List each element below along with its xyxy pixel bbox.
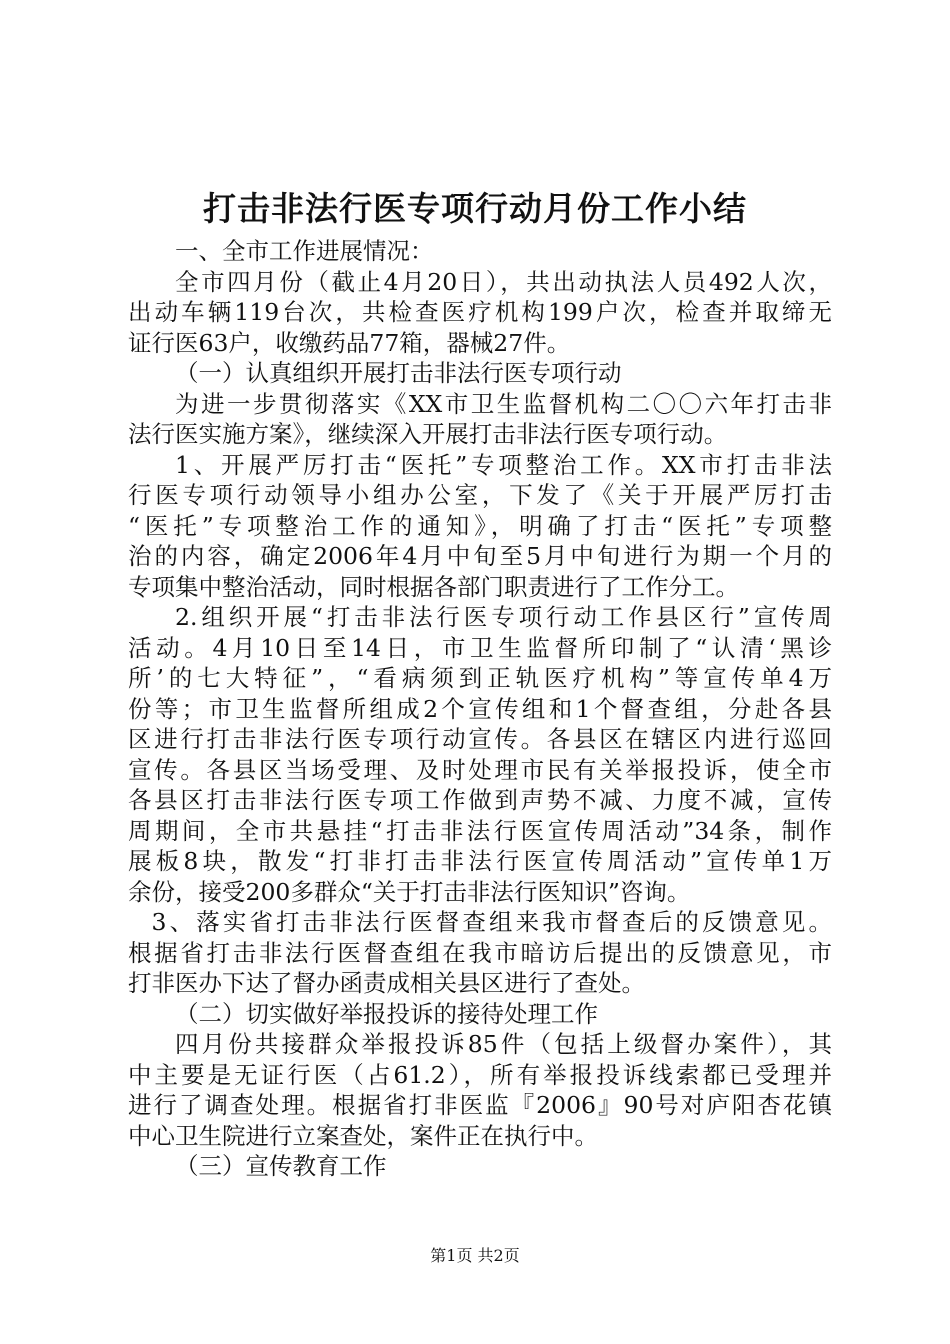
text-line: 2.组织开展“打击非法行医专项行动工作县区行”宣传周: [175, 603, 832, 631]
text-line: 治的内容，确定2006年4月中旬至5月中旬进行为期一个月的: [128, 542, 832, 570]
text-line: 所’的七大特征”，“看病须到正轨医疗机构”等宣传单4万: [128, 664, 832, 692]
text-line: 根据省打击非法行医督查组在我市暗访后提出的反馈意见，市: [128, 938, 832, 967]
text-line: 展板8块，散发“打非打击非法行医宣传周活动”宣传单1万: [128, 847, 832, 875]
text-line: 进行了调查处理。根据省打非医监『2006』90号对庐阳杏花镇: [128, 1091, 832, 1119]
text-line: 打非医办下达了督办函责成相关县区进行了查处。: [128, 969, 645, 997]
text-line: 行医专项行动领导小组办公室，下发了《关于开展严厉打击: [128, 481, 832, 509]
text-line: 法行医实施方案》，继续深入开展打击非法行医专项行动。: [128, 420, 728, 448]
text-line: 出动车辆119台次，共检查医疗机构199户次，检查并取缔无: [128, 298, 832, 326]
text-line: 证行医63户，收缴药品77箱，器械27件。: [128, 328, 571, 357]
document-title: 打击非法行医专项行动月份工作小结: [203, 189, 747, 228]
text-line: 各县区打击非法行医专项工作做到声势不减、力度不减，宣传: [128, 786, 832, 814]
text-line: 宣传。各县区当场受理、及时处理市民有关举报投诉，使全市: [128, 755, 832, 784]
text-line: 余份，接受200多群众“关于打击非法行医知识”咨询。: [128, 877, 691, 906]
text-line: 全市四月份（截止4月20日），共出动执法人员492人次，: [175, 267, 832, 296]
text-line: 周期间，全市共悬挂“打击非法行医宣传周活动”34条，制作: [128, 816, 832, 845]
text-line: 活动。4月10日至14日，市卫生监督所印制了“认清‘黑诊: [128, 633, 832, 662]
text-line: （二）切实做好举报投诉的接待处理工作: [175, 999, 598, 1028]
text-line: “医托”专项整治工作的通知》，明确了打击“医托”专项整: [128, 511, 832, 540]
text-line: 1、开展严厉打击“医托”专项整治工作。XX市打击非法: [175, 450, 832, 479]
text-line: 专项集中整治活动，同时根据各部门职责进行了工作分工。: [128, 572, 739, 601]
document-body: [128, 236, 832, 1182]
text-line: 为进一步贯彻落实《XX市卫生监督机构二〇〇六年打击非: [175, 389, 832, 418]
text-line: 一、全市工作进展情况：: [175, 237, 434, 265]
text-line: （三）宣传教育工作: [175, 1152, 387, 1180]
text-line: 中心卫生院进行立案查处，案件正在执行中。: [128, 1121, 598, 1150]
text-line: 中主要是无证行医（占61.2），所有举报投诉线索都已受理并: [128, 1060, 832, 1089]
text-line: 份等；市卫生监督所组成2个宣传组和1个督查组，分赴各县: [128, 694, 832, 723]
text-line: 3、落实省打击非法行医督查组来我市督查后的反馈意见。: [151, 908, 832, 936]
page-footer: 第1页 共2页: [430, 1246, 520, 1265]
text-line: （一）认真组织开展打击非法行医专项行动: [175, 359, 622, 387]
text-line: 区进行打击非法行医专项行动宣传。各县区在辖区内进行巡回: [128, 725, 832, 753]
text-line: 四月份共接群众举报投诉85件（包括上级督办案件），其: [175, 1030, 832, 1058]
